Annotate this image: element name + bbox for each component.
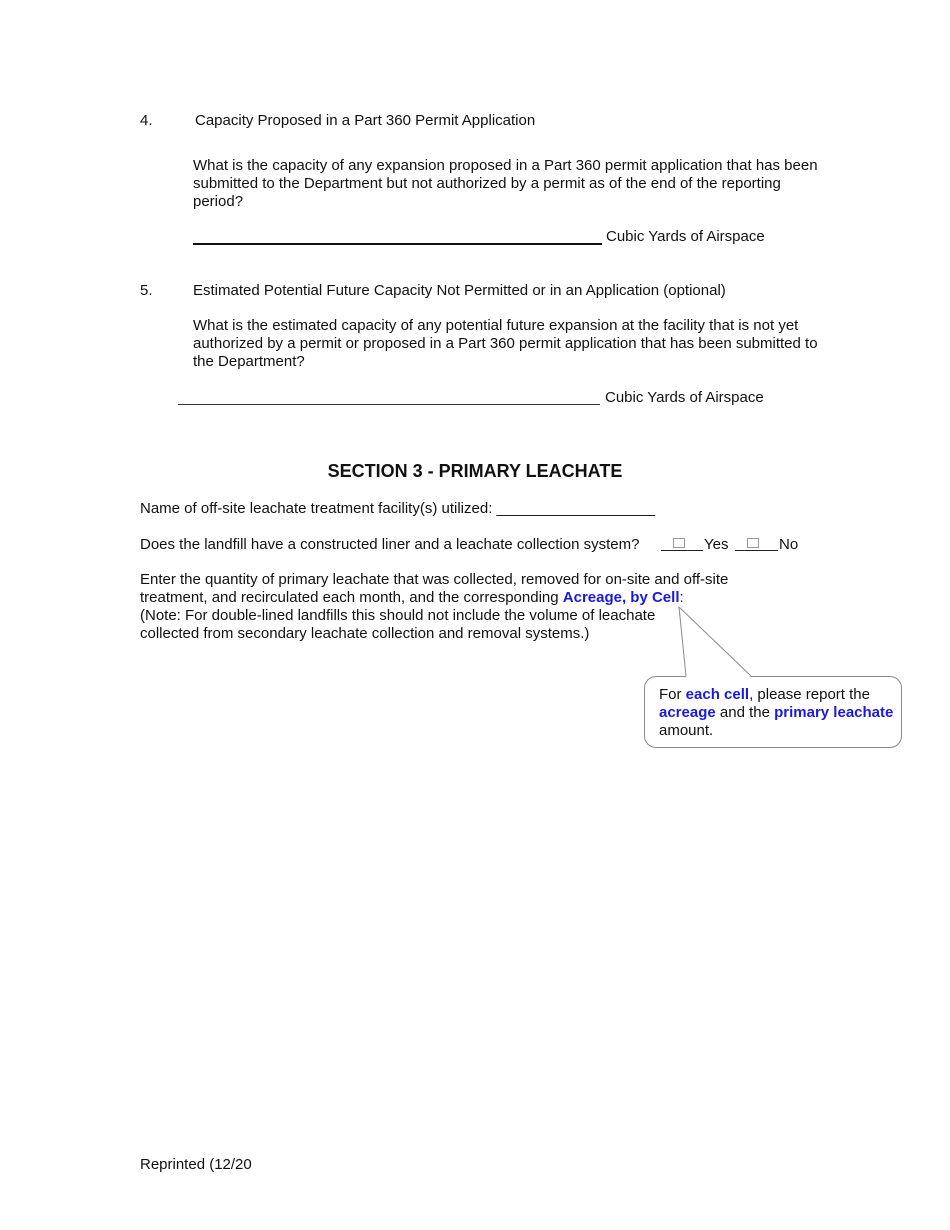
instructions-text: Enter the quantity of primary leachate that was collected, removed for on-site and off-site treatment, and recirculated each month, and the corresponding (140, 571, 729, 606)
item-5-unit-label: Cubic Yards of Airspace (605, 389, 764, 406)
no-label: No (779, 536, 799, 553)
note-line-1: (Note: For double-lined landfills this should not include the volume of leachate (140, 607, 656, 624)
liner-question: Does the landfill have a constructed liner and a leachate collection system? (140, 536, 640, 553)
yes-label: Yes (704, 536, 729, 553)
callout-primary-leachate: primary leachate (774, 704, 894, 721)
item-5-title: Estimated Potential Future Capacity Not Permitted or in an Application (optional) (193, 282, 726, 299)
item-4-question: What is the capacity of any expansion proposed in a Part 360 permit application that has been submitted to the Department but not authorized by a permit as of the end of the reporting period? (193, 157, 818, 210)
facility-name-label: Name of off-site leachate treatment facility(s) utilized: ___________________ (140, 500, 656, 517)
item-4-unit-label: Cubic Yards of Airspace (606, 228, 765, 245)
footer-reprinted: Reprinted (12/20 (140, 1156, 252, 1173)
item-4-number: 4. (140, 112, 153, 129)
callout-text-2: , please report the (749, 686, 870, 703)
callout-acreage: acreage (659, 704, 716, 721)
callout-text (659, 686, 895, 740)
item-4-title: Capacity Proposed in a Part 360 Permit Application (195, 112, 536, 129)
callout-each-cell: each cell (685, 686, 750, 703)
callout-text-1: For (659, 686, 686, 703)
callout-text-4: amount. (659, 722, 714, 739)
callout-text-3: and the (715, 704, 775, 721)
section-3-title: SECTION 3 - PRIMARY LEACHATE (327, 461, 623, 481)
instructions-colon: : (679, 589, 684, 606)
acreage-by-cell-emphasis: Acreage, by Cell (562, 589, 680, 606)
note-line-2: collected from secondary leachate collection and removal systems.) (140, 625, 590, 642)
item-5-number: 5. (140, 282, 153, 299)
item-5-question: What is the estimated capacity of any potential future expansion at the facility that is not yet authorized by a permit or proposed in a Part 360 permit application that has been submitted to the Department? (193, 317, 818, 370)
